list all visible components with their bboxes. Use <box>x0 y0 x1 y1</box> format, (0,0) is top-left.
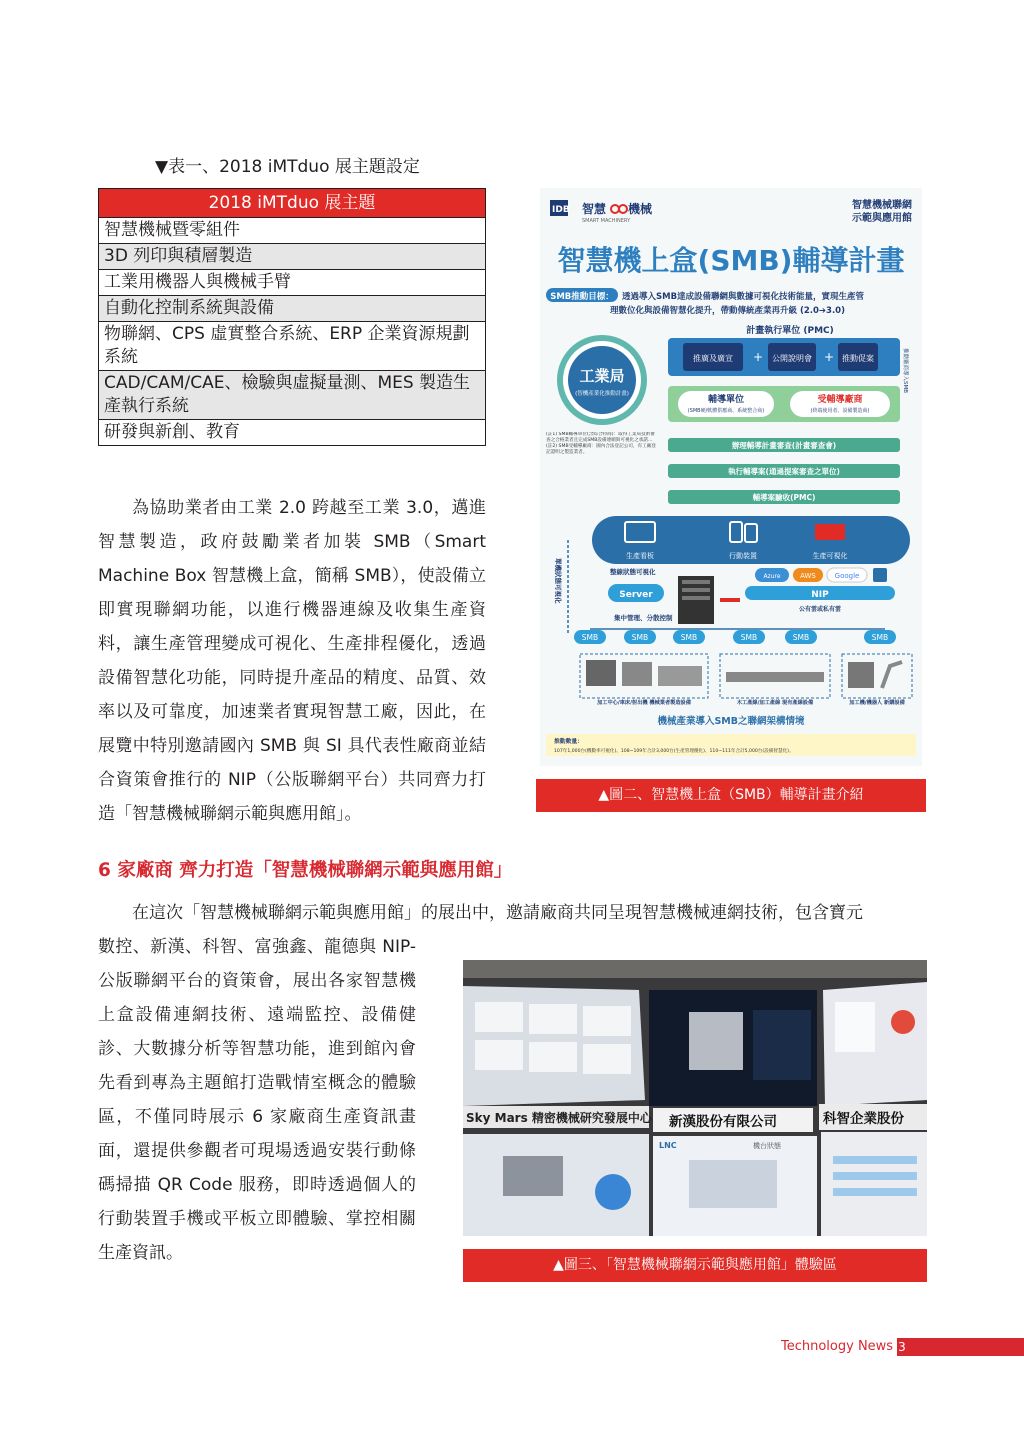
table-row: 智慧機械暨零組件 <box>99 218 486 244</box>
cloud-item: 生產看板 <box>626 552 654 560</box>
scenario-title: 機械產業導入SMB之聯網架構情境 <box>657 716 805 727</box>
robot-arm-icon <box>882 662 902 688</box>
machine-group: 加工機/機器人 新購設備 <box>849 700 905 706</box>
side-label: 單機狀態可視化 <box>554 558 562 604</box>
smb-badge: SMB <box>740 633 758 642</box>
idb-label: 工業局 <box>579 367 625 385</box>
target-text: 107年1,000台(機數率可視化)、108~109年合計3,000台(生產管理優化)、110~111年合計5,000台(設備智慧化)。 <box>554 749 794 754</box>
process-step: 辦理輔導計畫審查(計畫審查會) <box>731 441 837 450</box>
table-caption: ▼表一、2018 iMTduo 展主題設定 <box>155 157 420 177</box>
machine-group: 木工產線/加工產線 現有產線設備 <box>736 700 814 706</box>
footer-label: Technology News <box>781 1339 894 1354</box>
central-label: 集中管理、分散控制 <box>614 614 673 622</box>
svg-text:+: + <box>824 350 835 364</box>
infographic-notes: (註1) SMB輔導單位(含綜合特商)：取得工業局技術審查之合格業者且完成SMB設備連網與可視化之承諾… (註2) SMB受輔導廠商：國內合法登記公司，有工廠登記證明之製造業者。 <box>546 432 656 455</box>
process-step: 輔導案驗收(PMC) <box>752 493 816 502</box>
table-row: 3D 列印與積層製造 <box>99 244 486 270</box>
process-step: 執行輔導案(通過提案審查之單位) <box>728 467 840 476</box>
coachee-label: 受輔導廠商 <box>817 395 863 405</box>
table-row: 自動化控制系統與設備 <box>99 296 486 322</box>
cloud-item: 生產可視化 <box>812 552 848 560</box>
table-row: CAD/CAM/CAE、檢驗與虛擬量測、MES 製造生產執行系統 <box>99 371 486 420</box>
nip-label: NIP <box>811 590 829 600</box>
cloud-item: 行動裝置 <box>729 552 757 560</box>
machine-icon <box>848 662 874 688</box>
exhibition-photo <box>463 960 927 1236</box>
svg-text:+: + <box>753 350 764 364</box>
cloud-badge: Azure <box>763 573 781 580</box>
screen-tag: LNC <box>659 1141 677 1150</box>
pmc-item: 公開說明會 <box>772 354 812 363</box>
svg-text:IDB: IDB <box>552 205 570 215</box>
cloud-badge: AWS <box>800 572 816 580</box>
pmc-label: 計畫執行單位 (PMC) <box>746 326 834 336</box>
machine-icon <box>658 666 702 686</box>
machine-icon <box>622 662 652 686</box>
machine-group: 加工中心/車床/射出機 機械業者製造設備 <box>597 700 691 706</box>
figure-2-caption: ▲圖二、智慧機上盒（SMB）輔導計畫介紹 <box>536 779 926 812</box>
table-row: 物聯網、CPS 虛實整合系統、ERP 企業資源規劃系統 <box>99 322 486 371</box>
table-row: 研發與新創、教育 <box>99 420 486 446</box>
idb-sub: (智機產業化推動計畫) <box>575 391 629 397</box>
coach-sub: (SMB硬/軟體供應商、系統整合商) <box>687 408 765 414</box>
state-vis: 整線狀態可視化 <box>610 568 656 576</box>
pmc-item: 推廣及廣宣 <box>693 354 733 363</box>
chart-icon <box>815 524 845 540</box>
table-header: 2018 iMTduo 展主題 <box>99 189 486 218</box>
cloud-badge: Google <box>834 572 860 580</box>
screen-tag: 機台狀態 <box>753 1142 781 1150</box>
smb-badge: SMB <box>871 633 889 642</box>
body-paragraph: 數控、新漢、科智、富強鑫、龍德與 NIP- 公版聯網平台的資策會，展出各家智慧機上盒設備連網技術、遠端監控、設備健診、大數據分析等智慧功能，進到館內會先看到專為主題館打造戰情室概念的體驗區，不僅同時展示 6 家廠商生產資訊畫面，還提供參觀者可現場透過安裝行動條碼掃描 QR Code 服務，即時透過個人的行動裝置手機或平板立即體驗、掌控相關生產資訊。 <box>98 937 416 1263</box>
company-sign-text: 科智企業股份 <box>823 1111 904 1127</box>
company-sign-text: Sky Mars 精密機械研究發展中心 <box>466 1111 652 1125</box>
machine-icon <box>586 660 616 686</box>
footer-bar <box>907 1338 1024 1356</box>
display-screen <box>821 1132 927 1236</box>
server-label: Server <box>619 590 653 600</box>
production-line-icon <box>726 672 824 682</box>
infographic-logo <box>550 200 653 224</box>
nip-sub: 公有雲或私有雲 <box>798 606 842 613</box>
table-row: 工業用機器人與機械手臂 <box>99 270 486 296</box>
body-paragraph-lead: 在這次「智慧機械聯網示範與應用館」的展出中，邀請廠商共同呈現智慧機械連網技術，包含寶元 <box>132 903 863 923</box>
pmc-side: 推動廠商導入SMB <box>902 348 908 394</box>
pmc-item: 推動促案 <box>842 354 874 363</box>
smb-badges <box>574 630 896 644</box>
theme-table <box>98 188 486 446</box>
smb-badge: SMB <box>792 633 810 642</box>
body-paragraph: 為協助業者由工業 2.0 跨越至工業 3.0，邁進智慧製造，政府鼓勵業者加裝 SMB（Smart Machine Box 智慧機上盒，簡稱 SMB），使設備立即實現聯網功能，以進行機器連線及收集生產資料，讓生產管理變成可視化、生產排程優化，透過設備智慧化功能，同時提升產品的精度、品質、效率以及可靠度，加速業者實現智慧工廠，因此，在展覽中特別邀請國內 SMB 與 SI 具代表性廠商並結合資策會推行的 NIP（公版聯網平台）共同齊力打造「智慧機械聯網示範與應用館」。 <box>98 498 486 824</box>
brand-suffix: 機械 <box>628 202 653 216</box>
coachee-sub: (終端使用者、設備製造商) <box>810 408 870 414</box>
brand-text: 智慧 <box>582 202 607 216</box>
goal-text-1: 透過導入SMB達成設備聯網與數據可視化技術能量，實現生產管 <box>622 292 865 302</box>
smb-badge: SMB <box>680 633 698 642</box>
cloud-badges <box>755 568 887 582</box>
infographic-title: 智慧機上盒(SMB)輔導計畫 <box>557 244 905 277</box>
figure-3-caption: ▲圖三、「智慧機械聯網示範與應用館」體驗區 <box>463 1249 927 1282</box>
goal-tag: SMB推動目標： <box>550 292 614 302</box>
target-label: 推動數量： <box>554 739 583 745</box>
goal-text-2: 理數位化與設備智慧化提升，帶動傳統產業再升級 (2.0➔3.0) <box>610 306 845 316</box>
lock-icon <box>873 568 887 582</box>
smb-infographic <box>540 188 922 766</box>
section-heading: 6 家廠商 齊力打造「智慧機械聯網示範與應用館」 <box>98 860 513 881</box>
smb-badge: SMB <box>581 633 599 642</box>
brand-sub: SMART MACHINERY <box>582 218 631 224</box>
corner-title-2: 示範與應用館 <box>852 213 912 224</box>
page-number: 3 <box>898 1340 906 1354</box>
corner-title-1: 智慧機械聯網 <box>852 200 912 211</box>
coach-label: 輔導單位 <box>707 395 745 405</box>
smb-badge: SMB <box>631 633 649 642</box>
company-sign-text: 新漢股份有限公司 <box>669 1114 777 1130</box>
